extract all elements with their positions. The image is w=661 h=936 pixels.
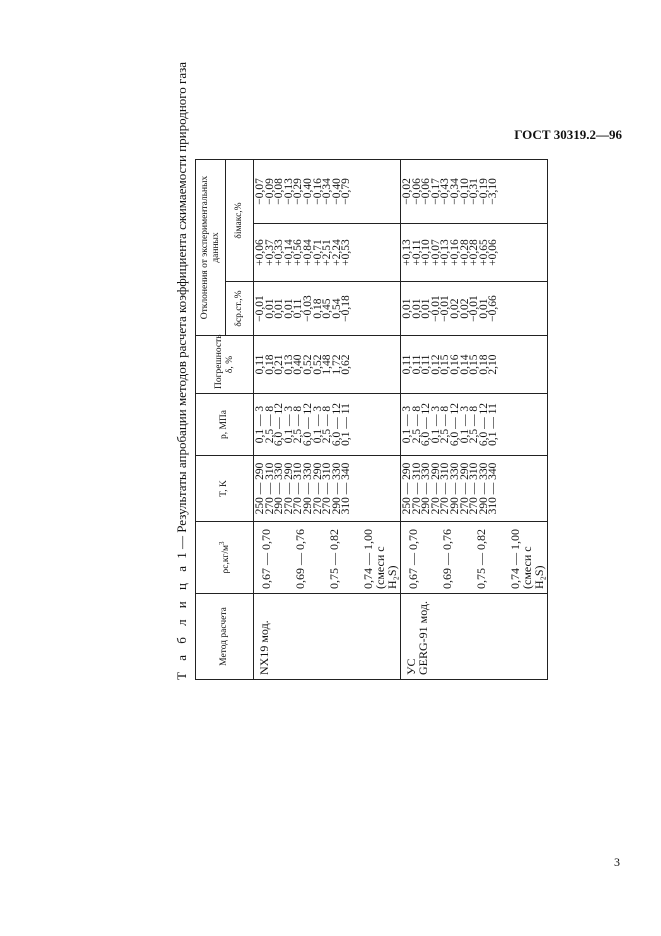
cell-value: 2,5 — 8 <box>292 405 305 444</box>
density-cell <box>254 522 401 594</box>
cell-value: +0,71 <box>311 239 324 266</box>
cell-value: +0,84 <box>301 239 314 266</box>
cell-value: 290 — 330 <box>420 462 433 515</box>
header-density-text: ρс,кг/м <box>221 545 231 574</box>
cell-value: −0,08 <box>273 178 286 205</box>
method-cell <box>254 594 401 680</box>
dev-max-neg-cell <box>254 159 401 223</box>
cell-value: −0,10 <box>458 178 471 205</box>
cell-value: −0,40 <box>330 178 343 205</box>
cell-value: −0,29 <box>292 178 305 205</box>
cell-value: +0,16 <box>448 239 461 266</box>
cell-value: +0,37 <box>263 239 276 266</box>
cell-value: +2,24 <box>330 239 343 266</box>
header-uncertainty: Погрешность δ, % <box>196 336 254 394</box>
pressure-cell <box>254 394 401 456</box>
temperature-cell <box>254 456 401 522</box>
density-range: 0,75 — 0,82 <box>474 529 488 589</box>
cell-value: −0,07 <box>254 178 266 205</box>
cell-value: −0,66 <box>487 295 500 322</box>
cell-value: 270 — 290 <box>311 462 324 515</box>
cell-value: +0,13 <box>439 239 452 266</box>
cell-value: 0,1 — 3 <box>311 405 324 444</box>
cell-value: 0,12 <box>429 354 442 375</box>
cell-value: 270 — 310 <box>410 462 423 515</box>
caption-text: 1 — Результаты апробации методов расчета коэффициента сжимаемости природного газа <box>174 61 189 559</box>
cell-value: 0,01 <box>263 298 276 319</box>
density-range: 0,74 — 1,00 <box>361 529 375 589</box>
cell-value: 310 — 340 <box>340 462 353 515</box>
cell-value: +0,56 <box>292 239 305 266</box>
cell-value: 0,52 <box>311 354 324 375</box>
cell-value: +0,06 <box>254 239 266 266</box>
cell-value: 0,15 <box>439 354 452 375</box>
cell-value: −0,09 <box>263 178 276 205</box>
density-range: 0,69 — 0,76 <box>440 529 454 589</box>
cell-value: +0,13 <box>401 239 413 266</box>
cell-value: 0,18 <box>311 298 324 319</box>
cell-value: 0,11 <box>254 354 266 375</box>
cell-value: 2,10 <box>487 354 500 375</box>
cell-value: 0,16 <box>448 354 461 375</box>
cell-value: 290 — 330 <box>477 462 490 515</box>
cell-value: −0,34 <box>321 178 334 205</box>
cell-value: 0,01 <box>401 298 413 319</box>
standard-code: ГОСТ 30319.2—96 <box>514 127 622 142</box>
cell-value: 0,21 <box>273 354 286 375</box>
density-cell <box>401 522 548 594</box>
temperature-cell <box>401 456 548 522</box>
cell-value: 0,18 <box>477 354 490 375</box>
cell-value: 290 — 330 <box>273 462 286 515</box>
cell-value: 290 — 330 <box>301 462 314 515</box>
density-range: 0,67 — 0,70 <box>406 529 420 589</box>
cell-value: −0,13 <box>282 178 295 205</box>
cell-value: 0,62 <box>340 354 353 375</box>
cell-value: 0,02 <box>448 298 461 319</box>
header-density <box>196 522 254 594</box>
cell-value: 270 — 290 <box>282 462 295 515</box>
table-row <box>254 159 401 679</box>
cell-value: 0,01 <box>273 298 286 319</box>
cell-value: 6,0 — 12 <box>330 402 343 447</box>
cell-value: −0,79 <box>340 178 353 205</box>
table-block <box>172 61 546 680</box>
header-dev-max: δiмакс,% <box>226 159 254 281</box>
cell-value: 6,0 — 12 <box>448 402 461 447</box>
cell-value: −0,31 <box>468 178 481 205</box>
cell-value: −0,16 <box>311 178 324 205</box>
dev-max-neg-cell <box>401 159 548 223</box>
cell-value: 2,5 — 8 <box>468 405 481 444</box>
dev-mean-cell <box>254 282 401 336</box>
cell-value: 0,1 — 3 <box>401 405 413 444</box>
cell-value: 6,0 — 12 <box>301 402 314 447</box>
cell-value: 0,02 <box>458 298 471 319</box>
header-pressure: p, МПа <box>196 394 254 456</box>
cell-value: 0,54 <box>330 298 343 319</box>
cell-value: 290 — 330 <box>448 462 461 515</box>
cell-value: −0,34 <box>448 178 461 205</box>
results-table <box>195 159 548 680</box>
cell-value: 0,13 <box>282 354 295 375</box>
cell-value: 1,72 <box>330 354 343 375</box>
cell-value: 270 — 310 <box>321 462 334 515</box>
cell-value: 0,52 <box>301 354 314 375</box>
table-row <box>401 159 548 679</box>
cell-value: −0,17 <box>429 178 442 205</box>
header-method: Метод расчета <box>196 594 254 680</box>
cell-value: 0,1 — 3 <box>458 405 471 444</box>
method-name: УС <box>404 658 418 675</box>
cell-value: +0,53 <box>340 239 353 266</box>
density-note: (смеси с H₂S) <box>520 546 546 589</box>
cell-value: −3,10 <box>487 178 500 205</box>
cell-value: −0,06 <box>420 178 433 205</box>
header-density-sup: 3 <box>218 541 226 545</box>
cell-value: −0,01 <box>429 295 442 322</box>
method-name: GERG-91 мод. <box>416 600 430 675</box>
header-temperature: T, K <box>196 456 254 522</box>
density-range: 0,69 — 0,76 <box>293 529 307 589</box>
cell-value: 250 — 290 <box>401 462 413 515</box>
cell-value: 270 — 290 <box>429 462 442 515</box>
cell-value: 290 — 330 <box>330 462 343 515</box>
cell-value: +0,06 <box>487 239 500 266</box>
dev-mean-cell <box>401 282 548 336</box>
cell-value: 0,14 <box>458 354 471 375</box>
cell-value: 0,11 <box>401 354 413 375</box>
cell-value: 0,01 <box>410 298 423 319</box>
cell-value: 0,1 — 11 <box>487 403 500 446</box>
cell-value: 270 — 310 <box>439 462 452 515</box>
pressure-cell <box>401 394 548 456</box>
density-note: (смеси с H₂S) <box>373 546 399 589</box>
cell-value: −0,02 <box>401 178 413 205</box>
method-name: NX19 мод. <box>257 620 271 675</box>
caption-label: Т а б л и ц а <box>174 562 189 680</box>
cell-value: 2,5 — 8 <box>263 405 276 444</box>
cell-value: −0,06 <box>410 178 423 205</box>
cell-value: 6,0 — 12 <box>420 402 433 447</box>
uncertainty-cell <box>254 336 401 394</box>
rotated-table-region <box>172 61 546 680</box>
cell-value: +0,28 <box>458 239 471 266</box>
cell-value: +0,10 <box>420 239 433 266</box>
cell-value: 6,0 — 12 <box>273 402 286 447</box>
cell-value: 270 — 310 <box>468 462 481 515</box>
density-range: 0,75 — 0,82 <box>327 529 341 589</box>
cell-value: +0,28 <box>468 239 481 266</box>
cell-value: 0,11 <box>410 354 423 375</box>
cell-value: −0,40 <box>301 178 314 205</box>
cell-value: 0,18 <box>263 354 276 375</box>
cell-value: 310 — 340 <box>487 462 500 515</box>
cell-value: 270 — 310 <box>292 462 305 515</box>
cell-value: 270 — 290 <box>458 462 471 515</box>
cell-value: 0,11 <box>420 354 433 375</box>
density-range: 0,67 — 0,70 <box>259 529 273 589</box>
cell-value: 0,01 <box>282 298 295 319</box>
cell-value: 0,1 — 3 <box>282 405 295 444</box>
cell-value: +0,07 <box>429 239 442 266</box>
cell-value: −0,19 <box>477 178 490 205</box>
cell-value: −0,03 <box>301 295 314 322</box>
cell-value: 0,1 — 11 <box>340 403 353 446</box>
cell-value: 2,5 — 8 <box>410 405 423 444</box>
cell-value: −0,01 <box>254 295 266 322</box>
cell-value: −0,01 <box>439 295 452 322</box>
cell-value: 0,40 <box>292 354 305 375</box>
cell-value: −0,18 <box>340 295 353 322</box>
cell-value: −0,43 <box>439 178 452 205</box>
cell-value: 250 — 290 <box>254 462 266 515</box>
cell-value: −0,01 <box>468 295 481 322</box>
header-row-1 <box>196 159 226 679</box>
cell-value: 0,01 <box>420 298 433 319</box>
cell-value: +0,14 <box>282 239 295 266</box>
cell-value: 270 — 310 <box>263 462 276 515</box>
cell-value: 0,15 <box>468 354 481 375</box>
cell-value: 6,0 — 12 <box>477 402 490 447</box>
method-cell <box>401 594 548 680</box>
density-range: 0,74 — 1,00 <box>508 529 522 589</box>
dev-max-pos-cell <box>254 224 401 282</box>
cell-value: 0,11 <box>292 298 305 319</box>
header-dev-mean: δср.ст.,% <box>226 282 254 336</box>
page-number: 3 <box>614 855 620 869</box>
table-caption <box>172 61 192 680</box>
cell-value: 0,45 <box>321 298 334 319</box>
uncertainty-cell <box>401 336 548 394</box>
cell-value: 0,1 — 3 <box>429 405 442 444</box>
cell-value: +0,33 <box>273 239 286 266</box>
cell-value: 2,5 — 8 <box>439 405 452 444</box>
header-deviation-group: Отклонения от экспериментальных данных <box>196 159 226 335</box>
cell-value: +2,51 <box>321 239 334 266</box>
dev-max-pos-cell <box>401 224 548 282</box>
cell-value: +0,65 <box>477 239 490 266</box>
cell-value: 0,01 <box>477 298 490 319</box>
cell-value: 1,48 <box>321 354 334 375</box>
cell-value: +0,11 <box>410 239 423 266</box>
cell-value: 2,5 — 8 <box>321 405 334 444</box>
cell-value: 0,1 — 3 <box>254 405 266 444</box>
